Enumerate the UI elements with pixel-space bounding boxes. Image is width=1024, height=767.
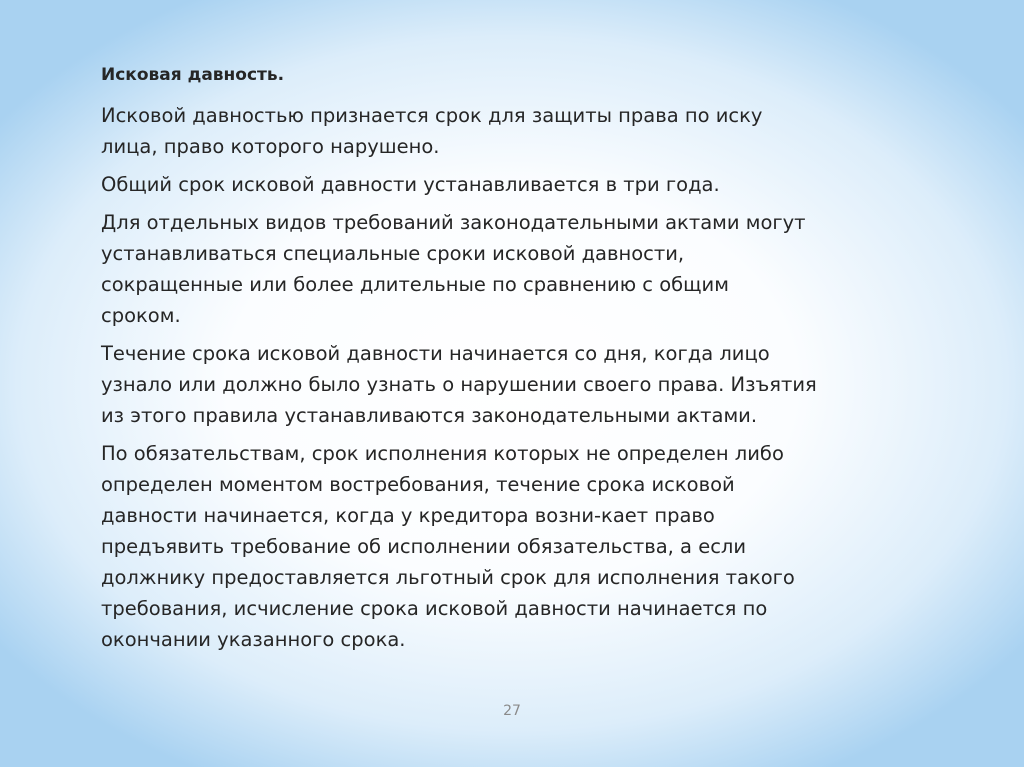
paragraph-obligations: По обязательствам, срок исполнения которых не определен либо определен моментом востребования, течение срока исковой давности начинается, когда у кредитора возни-кает право предъявить требование об исполнении обязательства, а если должнику предоставляется льготный срок для исполнения такого требования, исчисление срока исковой давности начинается по окончании указанного срока.	[101, 442, 795, 651]
paragraph-term-start: Течение срока исковой давности начинается со дня, когда лицо узнало или должно было узнать о нарушении своего права. Изъятия из этого правила устанавливаются законодательными актами.	[101, 342, 817, 427]
slide-content	[101, 62, 921, 662]
paragraph-definition: Исковой давностью признается срок для защиты права по иску лица, право которого нарушено.	[101, 104, 763, 158]
slide-title: Исковая давность.	[101, 65, 285, 85]
paragraph-general-term: Общий срок исковой давности устанавливается в три года.	[101, 173, 720, 196]
paragraph-special-terms: Для отдельных видов требований законодательными актами могут устанавливаться специальные сроки исковой давности, сокращенные или более длительные по сравнению с общим сроком.	[101, 211, 806, 327]
page-number: 27	[503, 703, 521, 719]
